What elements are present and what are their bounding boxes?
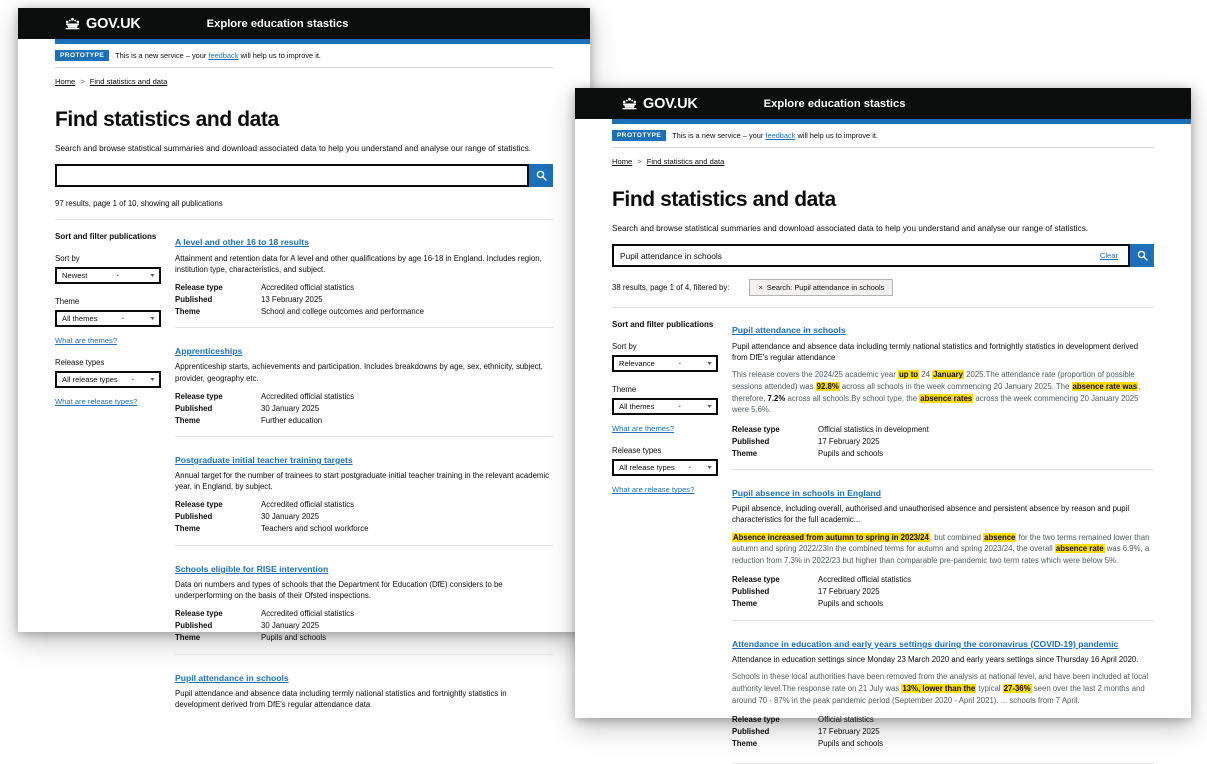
select-dot: ▪ — [116, 272, 119, 279]
theme-label: Theme — [732, 738, 758, 748]
release-type-value: Accredited official statistics — [261, 500, 355, 510]
published-label: Published — [175, 403, 213, 413]
crown-icon — [621, 97, 638, 110]
theme-value: Pupils and schools — [818, 599, 884, 609]
results-list-front — [732, 320, 1154, 764]
search-term-highlight: absence rate — [1055, 544, 1104, 554]
theme-value: Pupils and schools — [818, 738, 884, 748]
release-type-label: Release type — [175, 609, 223, 619]
theme-label: Theme — [175, 524, 201, 534]
release-types-label-front: Release types — [612, 446, 662, 456]
sidebar-heading-front: Sort and filter publications — [612, 320, 714, 330]
theme-value: Teachers and school workforce — [261, 524, 369, 534]
snippet-text: across all schools.By school type, the — [785, 393, 920, 403]
table-row — [175, 390, 553, 402]
table-row — [732, 737, 1154, 749]
search-value-front: Pupil attendance in schools — [620, 250, 722, 261]
snippet-text: 2025.The attendance rate (proportion of possible sessions attended) was — [732, 370, 1135, 391]
theme-value: Pupils and schools — [818, 448, 884, 458]
release-type-value: Official statistics — [818, 714, 874, 724]
result-meta-table — [732, 423, 1154, 459]
snippet-text: , therefore, — [732, 381, 1141, 403]
result-item — [732, 620, 1154, 760]
result-title-link[interactable]: Postgraduate initial teacher training targets — [175, 455, 353, 466]
theme-field-front — [612, 385, 718, 433]
theme-value: Pupils and schools — [261, 633, 327, 643]
snippet-text: was 6.9%, a reduction from 7.3% in 2022/23 but higher than comparable pre-pandemic two term rates which were below 5%. — [732, 544, 1150, 566]
search-term-highlight: 13%, lower than the — [902, 683, 976, 693]
table-row — [175, 414, 553, 426]
breadcrumb-home-front[interactable]: Home — [612, 157, 633, 166]
table-row — [175, 499, 553, 511]
result-meta-table — [175, 608, 553, 644]
search-term-highlight: absence rates — [920, 393, 973, 403]
theme-field-back — [55, 297, 161, 345]
snippet-text: Schools in these local authorities have been removed from the analysis at national level, and have been included at local authority level.The response rate on 21 July was — [732, 672, 1149, 693]
browser-window-back — [18, 8, 590, 710]
table-row — [175, 632, 553, 644]
result-description: Pupil absence, including overall, authorised and unauthorised absence and persistent absence by reason and pupil characteristics for the full academic... — [732, 504, 1130, 525]
active-filter-chip[interactable] — [749, 279, 893, 296]
breadcrumb-home-back[interactable]: Home — [55, 77, 76, 86]
published-value: 17 February 2025 — [818, 436, 880, 446]
theme-label: Theme — [175, 415, 201, 425]
result-item — [732, 320, 1154, 469]
chevron-down-icon: ▾ — [150, 377, 155, 384]
published-value: 30 January 2025 — [261, 621, 320, 631]
table-row — [732, 598, 1154, 610]
snippet-text: for the two terms remained lower than autumn and spring 2022/23In the combined terms for autumn and spring 2023/24, the overall — [732, 532, 1150, 554]
result-description: Attendance in education settings since Monday 23 March 2020 and early years settings since Thursday 16 April 2020. — [732, 655, 1139, 664]
release-type-value: Accredited official statistics — [261, 609, 355, 619]
govuk-header-back — [18, 8, 590, 39]
published-value: 17 February 2025 — [818, 587, 880, 597]
snippet-text: , but combined — [929, 532, 984, 542]
browser-window-front — [575, 88, 1191, 748]
theme-label: Theme — [732, 599, 758, 609]
published-label: Published — [175, 512, 213, 522]
sidebar-heading-back: Sort and filter publications — [55, 232, 157, 242]
published-label: Published — [175, 621, 213, 631]
published-label: Published — [175, 294, 213, 304]
search-term-highlight: absence — [984, 532, 1016, 542]
result-title-link[interactable]: Apprenticeships — [175, 346, 243, 357]
theme-label-front: Theme — [612, 385, 637, 395]
search-button-front[interactable] — [1130, 244, 1154, 267]
table-row — [175, 608, 553, 620]
crown-icon — [64, 17, 81, 30]
published-value: 30 January 2025 — [261, 512, 320, 522]
release-type-label: Release type — [175, 500, 223, 510]
theme-label: Theme — [175, 306, 201, 316]
breadcrumb-separator: > — [80, 77, 85, 86]
breadcrumb-current-back[interactable]: Find statistics and data — [89, 77, 168, 86]
results-summary-row-front — [612, 279, 1154, 296]
page-body-front — [575, 188, 1191, 764]
result-item — [175, 545, 553, 654]
feedback-link-back[interactable]: feedback — [208, 51, 239, 60]
result-title-link[interactable]: Schools eligible for RISE intervention — [175, 563, 329, 574]
search-term-highlight: up to — [899, 370, 919, 380]
search-row-back — [55, 164, 553, 187]
result-item — [175, 232, 553, 327]
content-columns-back — [55, 232, 553, 726]
chevron-down-icon: ▾ — [707, 465, 712, 472]
breadcrumb-separator: > — [637, 157, 642, 166]
chevron-down-icon: ▾ — [707, 361, 712, 368]
results-summary-back: 97 results, page 1 of 10, showing all publications — [55, 199, 223, 209]
table-row — [732, 435, 1154, 447]
table-row — [732, 447, 1154, 459]
result-description: Annual target for the number of trainees to start postgraduate initial teacher training in the relevant academic year, in England, by subject. — [175, 471, 550, 492]
result-snippet — [732, 671, 1154, 706]
snippet-text: across all schools in the week commencing 20 January 2025. The — [839, 381, 1072, 391]
service-name-back[interactable]: Explore education stastics — [206, 17, 349, 30]
result-description: Attainment and retention data for A level and other qualifications by age 16-18 in England. Includes region, institution type, characteristics, and subject. — [175, 253, 542, 274]
phase-banner-text-front — [672, 131, 878, 140]
result-meta-table — [732, 574, 1154, 610]
table-row — [175, 620, 553, 632]
result-item — [175, 327, 553, 436]
result-title-link[interactable]: A level and other 16 to 18 results — [175, 237, 309, 248]
table-row — [732, 725, 1154, 737]
table-row — [732, 574, 1154, 586]
table-row — [732, 586, 1154, 598]
chevron-down-icon: ▾ — [707, 404, 712, 411]
published-label: Published — [732, 587, 770, 597]
release-type-value: Accredited official statistics — [818, 575, 912, 585]
snippet-text: seen over the last 2 months and around 70 - 87% in the peak pandemic period (September 2020 - April 2021). ... schools from 7 April. — [732, 683, 1145, 705]
release-type-label: Release type — [175, 282, 223, 292]
sort-by-value-front: Relevance — [619, 359, 655, 369]
results-summary-row-back — [55, 199, 553, 208]
result-description: Data on numbers and types of schools that the Department for Education (DfE) considers to be underperforming on the basis of their Ofsted inspections. — [175, 579, 503, 601]
theme-select-front[interactable] — [612, 398, 718, 415]
result-title-link[interactable]: Pupil attendance in schools — [732, 325, 846, 336]
govuk-brand-label[interactable]: GOV.UK — [86, 15, 141, 32]
select-dot: ▪ — [678, 403, 681, 410]
search-icon — [536, 170, 547, 181]
snippet-bold: 7.2% — [767, 393, 786, 403]
select-dot: ▪ — [121, 315, 124, 322]
theme-value-back: All themes — [62, 314, 98, 324]
filter-sidebar-front — [612, 320, 732, 764]
published-label: Published — [732, 726, 770, 736]
breadcrumb-back — [55, 77, 553, 86]
result-item — [175, 654, 553, 727]
what-are-themes-link-back[interactable]: What are themes? — [55, 336, 118, 346]
what-are-release-types-link-back[interactable]: What are release types? — [55, 397, 138, 407]
table-row — [175, 511, 553, 523]
breadcrumb-front — [612, 157, 1154, 166]
search-input-front[interactable] — [612, 244, 1130, 267]
result-item — [175, 436, 553, 545]
results-summary-front: 38 results, page 1 of 4, filtered by: — [612, 283, 730, 293]
sort-by-select-front[interactable] — [612, 355, 718, 372]
result-description: Apprenticeship starts, achievements and participation. Includes breakdowns by age, sex, ethnicity, subject, provider, geography etc. — [175, 362, 543, 383]
phase-banner-back — [55, 44, 553, 68]
result-snippet — [732, 532, 1154, 567]
release-type-label: Release type — [175, 391, 223, 401]
page-body-back — [18, 108, 590, 726]
filter-sidebar-back — [55, 232, 175, 726]
theme-value: School and college outcomes and performance — [261, 306, 424, 316]
result-description: Pupil attendance and absence data including termly national statistics and fortnightly statistics in development derived from DfE's regular attendance data — [175, 688, 507, 710]
summary-divider-front — [612, 307, 1154, 308]
theme-select-back[interactable] — [55, 310, 161, 327]
table-row — [175, 305, 553, 317]
what-are-release-types-link-front[interactable]: What are release types? — [612, 485, 695, 495]
release-types-label-back: Release types — [55, 358, 105, 368]
release-type-label: Release type — [732, 575, 780, 585]
result-snippet — [732, 369, 1154, 416]
theme-value: Further education — [261, 415, 323, 425]
table-row — [732, 713, 1154, 725]
clear-search-link[interactable]: Clear — [1099, 251, 1118, 261]
published-value: 13 February 2025 — [261, 294, 323, 304]
search-term-highlight: Absence increased from autumn to spring in 2023/24 — [733, 532, 929, 542]
breadcrumb-current-front[interactable]: Find statistics and data — [646, 157, 725, 166]
select-dot: ▪ — [679, 360, 681, 367]
release-type-label: Release type — [732, 714, 780, 724]
results-list-back — [175, 232, 553, 726]
page-intro-back: Search and browse statistical summaries and download associated data to help you understand and analyse our range of statistics. — [55, 144, 532, 153]
table-row — [175, 293, 553, 305]
published-label: Published — [732, 436, 770, 446]
snippet-text: 24 — [919, 370, 933, 380]
result-item — [732, 469, 1154, 620]
search-term-highlight: absence rate was — [1072, 381, 1138, 391]
feedback-link-front[interactable]: feedback — [765, 131, 796, 140]
release-type-value: Accredited official statistics — [261, 391, 355, 401]
chevron-down-icon: ▾ — [150, 316, 155, 323]
theme-label-back: Theme — [55, 297, 80, 307]
search-term-highlight: January — [933, 370, 963, 380]
release-types-field-back — [55, 358, 161, 406]
phase-text-after: will help us to improve it. — [795, 131, 878, 140]
search-row-front — [612, 244, 1154, 267]
select-dot: ▪ — [131, 376, 134, 383]
what-are-themes-link-front[interactable]: What are themes? — [612, 424, 675, 434]
table-row — [175, 402, 553, 414]
phase-text-before: This is a new service – your — [115, 51, 209, 60]
snippet-text: across the week commencing 20 January 2025 were 5.6%. — [732, 393, 1139, 415]
remove-filter-icon[interactable]: × — [758, 283, 763, 293]
search-term-highlight: 27-36% — [1003, 683, 1031, 693]
theme-label: Theme — [175, 633, 201, 643]
sort-by-value-back: Newest — [62, 271, 88, 281]
release-type-value: Accredited official statistics — [261, 282, 355, 292]
page-title-back: Find statistics and data — [55, 108, 279, 131]
phase-text-before: This is a new service – your — [672, 131, 766, 140]
published-value: 30 January 2025 — [261, 403, 320, 413]
search-input-back[interactable] — [55, 164, 529, 187]
result-meta-table — [175, 281, 553, 317]
search-term-highlight: 92.8% — [816, 381, 839, 391]
result-meta-table — [732, 713, 1154, 749]
search-icon — [1137, 250, 1148, 261]
release-types-select-back[interactable] — [55, 371, 161, 388]
chevron-down-icon: ▾ — [150, 273, 155, 280]
sort-by-label-back: Sort by — [55, 254, 80, 264]
release-types-field-front — [612, 446, 718, 494]
release-type-label: Release type — [732, 424, 780, 434]
snippet-text: typical — [976, 683, 1003, 693]
prototype-tag-back: PROTOTYPE — [55, 50, 109, 61]
page-title-front: Find statistics and data — [612, 188, 836, 211]
phase-banner-text-back — [115, 51, 321, 60]
result-description: Pupil attendance and absence data including termly national statistics and fortnightly statistics in development derived from DfE's regular attendance — [732, 341, 1139, 362]
content-columns-front — [612, 320, 1154, 764]
select-dot: ▪ — [688, 464, 691, 471]
sort-by-select-back[interactable] — [55, 267, 161, 284]
prototype-tag-front: PROTOTYPE — [612, 130, 666, 141]
theme-label: Theme — [732, 448, 758, 458]
sort-by-label-front: Sort by — [612, 342, 637, 352]
snippet-text: This release covers the 2024/25 academic year — [732, 370, 898, 380]
summary-divider-back — [55, 219, 553, 220]
result-meta-table — [175, 499, 553, 535]
govuk-brand-label[interactable]: GOV.UK — [643, 95, 698, 112]
phase-banner-front — [612, 124, 1154, 148]
search-button-back[interactable] — [529, 164, 553, 187]
phase-text-after: will help us to improve it. — [238, 51, 321, 60]
page-intro-front: Search and browse statistical summaries and download associated data to help you understand and analyse our range of statistics. — [612, 224, 1089, 233]
published-value: 17 February 2025 — [818, 726, 880, 736]
release-types-select-front[interactable] — [612, 459, 718, 476]
result-title-link[interactable]: Pupil absence in schools in England — [732, 488, 881, 498]
service-name-front[interactable]: Explore education stastics — [763, 97, 906, 110]
result-title-link[interactable]: Pupil attendance in schools — [175, 672, 289, 683]
filter-chip-label: Search: Pupil attendance in schools — [766, 283, 885, 293]
result-meta-table — [175, 390, 553, 426]
govuk-header-front — [575, 88, 1191, 119]
result-title-link[interactable]: Attendance in education and early years settings during the coronavirus (COVID-19) pandemic — [732, 638, 1119, 649]
release-types-value-front: All release types — [619, 463, 675, 473]
theme-value-front: All themes — [619, 402, 655, 412]
release-type-value: Official statistics in development — [818, 424, 929, 434]
table-row — [175, 281, 553, 293]
release-types-value-back: All release types — [62, 375, 118, 385]
table-row — [732, 423, 1154, 435]
table-row — [175, 523, 553, 535]
